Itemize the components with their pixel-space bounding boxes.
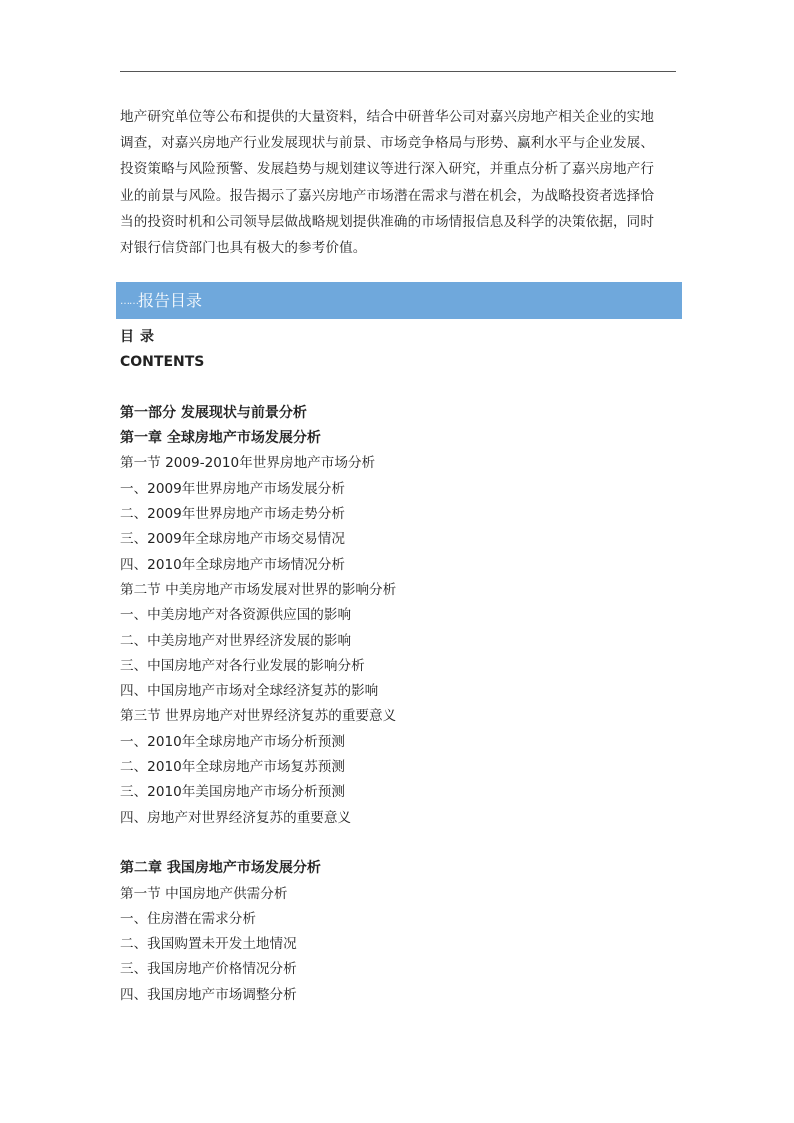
intro-line: 对银行信贷部门也具有极大的参考价值。 [120,240,367,257]
spacer [120,831,680,856]
spacer [120,376,680,401]
toc-entry: 三、2009年全球房地产市场交易情况 [120,531,345,548]
toc-entry: 一、中美房地产对各资源供应国的影响 [120,607,352,624]
section-bar-title: 报告目录 [138,291,203,310]
toc-entry: 三、2010年美国房地产市场分析预测 [120,784,345,801]
toc-entry: 四、我国房地产市场调整分析 [120,986,297,1003]
toc-entry: 二、中美房地产对世界经济发展的影响 [120,632,352,649]
toc-entry: 一、2010年全球房地产市场分析预测 [120,733,345,750]
intro-line: 调查，对嘉兴房地产行业发展现状与前景、市场竞争格局与形势、赢利水平与企业发展、 [120,135,655,152]
toc-entry: 三、中国房地产对各行业发展的影响分析 [120,657,365,674]
toc-entry: 二、我国购置未开发土地情况 [120,936,297,953]
intro-line: 地产研究单位等公布和提供的大量资料，结合中研普华公司对嘉兴房地产相关企业的实地 [120,109,655,125]
table-of-contents [120,325,680,1008]
contents-label: CONTENTS [120,354,205,371]
toc-entry: 四、房地产对世界经济复苏的重要意义 [120,809,352,826]
intro-line: 业的前景与风险。报告揭示了嘉兴房地产市场潜在需求与潜在机会，为战略投资者选择恰 [120,187,655,204]
toc-entry: 第一节 2009-2010年世界房地产市场分析 [120,455,376,472]
toc-entry: 第三节 世界房地产对世界经济复苏的重要意义 [120,708,397,725]
chapter-title: 第二章 我国房地产市场发展分析 [120,860,321,877]
report-toc-section-bar [116,282,682,319]
toc-heading: 目录 [120,329,160,345]
toc-entry: 一、2009年世界房地产市场发展分析 [120,480,345,497]
toc-entry: 第二节 中美房地产市场发展对世界的影响分析 [120,581,397,598]
toc-entry: 四、中国房地产市场对全球经济复苏的影响 [120,683,379,700]
toc-entry: 三、我国房地产价格情况分析 [120,961,297,978]
part-title: 第一部分 发展现状与前景分析 [120,404,307,421]
intro-line: 当的投资时机和公司领导层做战略规划提供准确的市场情报信息及科学的决策依据，同时 [120,213,655,230]
toc-entry: 第一节 中国房地产供需分析 [120,885,288,902]
chapter1-entries [120,451,680,830]
intro-line: 投资策略与风险预警、发展趋势与规划建议等进行深入研究，并重点分析了嘉兴房地产行 [120,161,655,178]
chapter-title: 第一章 全球房地产市场发展分析 [120,430,321,447]
intro-paragraph [120,104,680,261]
toc-entry: 四、2010年全球房地产市场情况分析 [120,556,345,573]
toc-entry: 二、2010年全球房地产市场复苏预测 [120,759,345,776]
chapter2-entries [120,882,680,1008]
toc-entry: 一、住房潜在需求分析 [120,910,256,927]
toc-entry: 二、2009年世界房地产市场走势分析 [120,506,345,523]
header-rule [120,71,676,72]
bar-dots-decoration: …… [120,296,138,307]
